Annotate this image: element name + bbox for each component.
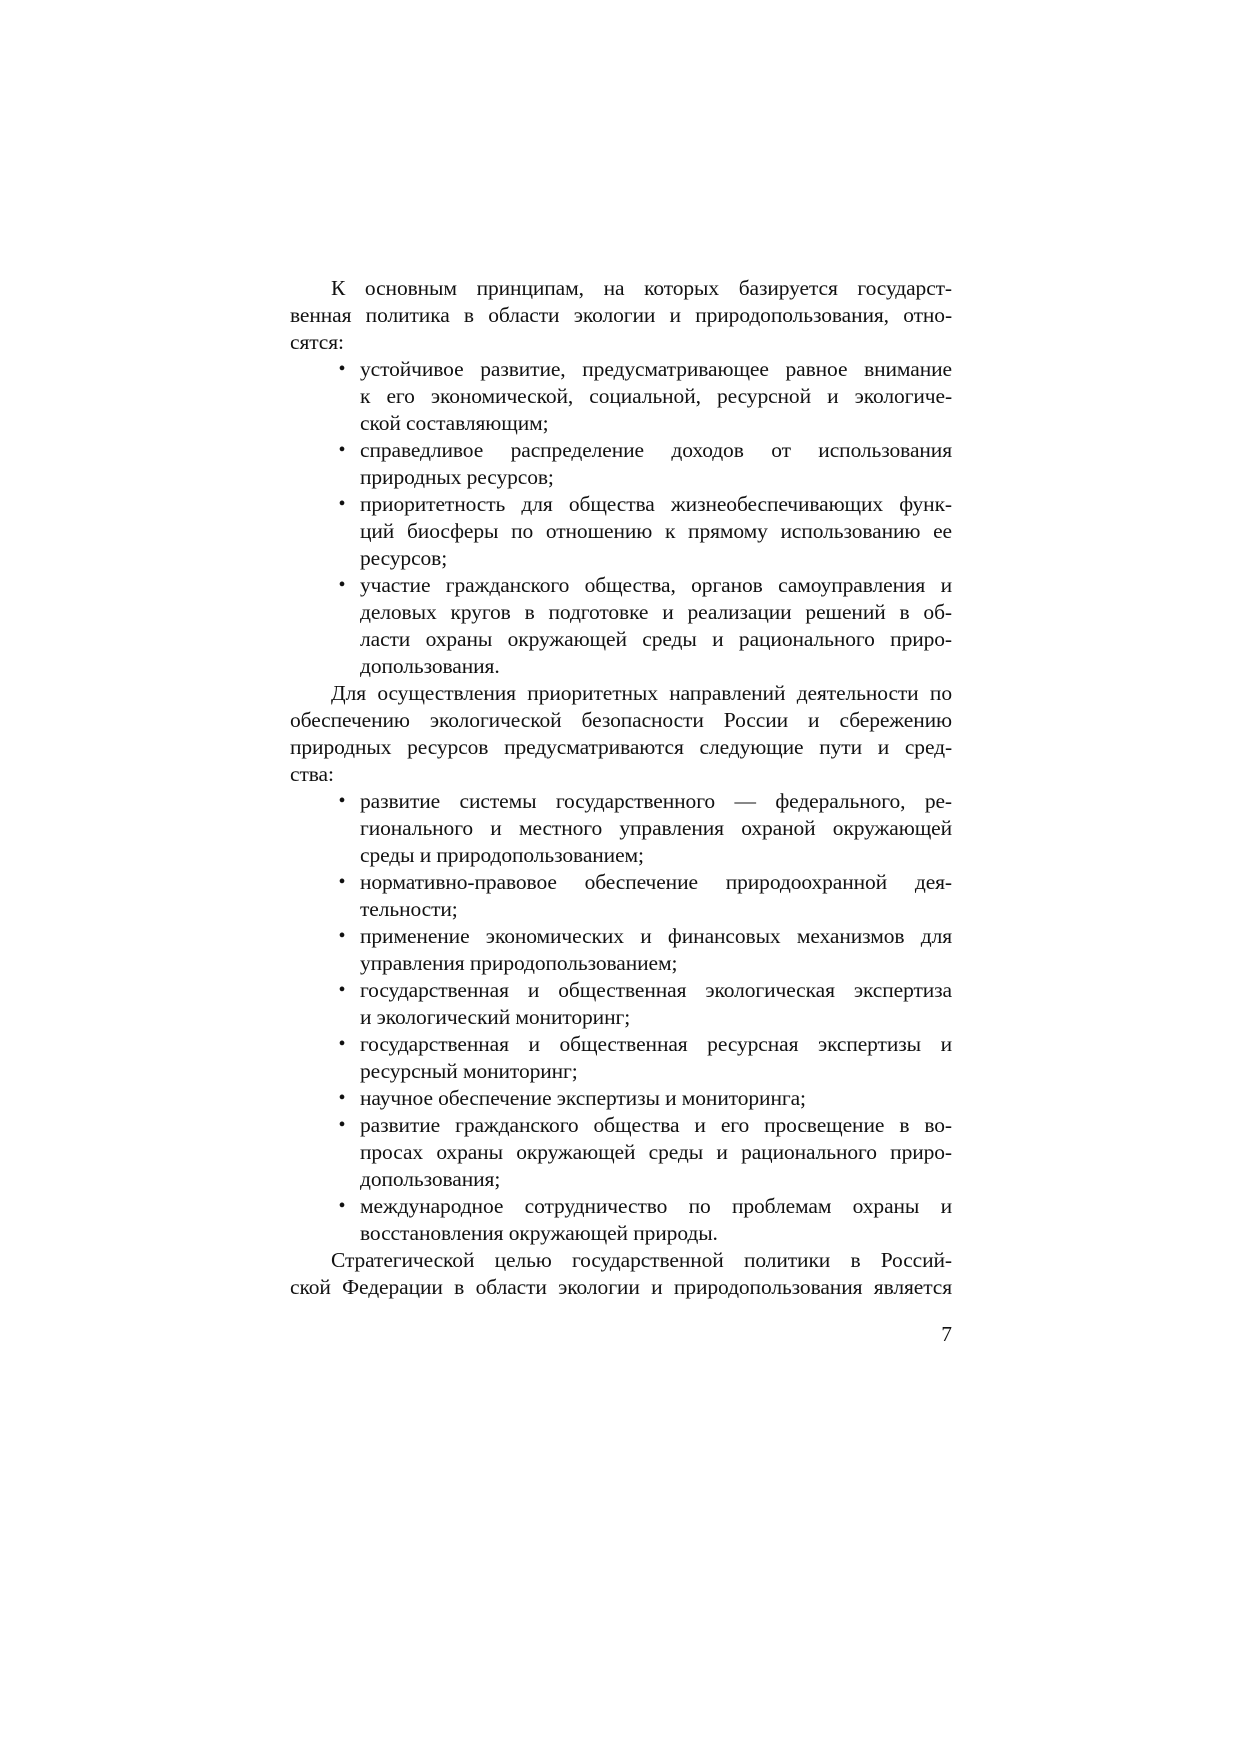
text-line: просах охраны окружающей среды и рационального приро- [360, 1140, 952, 1164]
text-line: участие гражданского общества, органов самоуправления и [360, 573, 952, 597]
list-item [290, 437, 952, 491]
text-line: ласти охраны окружающей среды и рационального приро- [360, 627, 952, 651]
bullet-icon: • [338, 979, 346, 1001]
bullet-icon: • [338, 1033, 346, 1055]
page-text [290, 275, 952, 1301]
text-line: венная политика в области экологии и природопользования, отно- [290, 303, 952, 327]
page-number: 7 [941, 1322, 952, 1346]
text-line: управления природопользованием; [360, 951, 678, 975]
text-line: нормативно-правовое обеспечение природоохранной дея- [360, 870, 952, 894]
list-item [290, 1193, 952, 1247]
bullet-icon: • [338, 1087, 346, 1109]
text-line: деловых кругов в подготовке и реализации решений в об- [360, 600, 952, 624]
text-line: среды и природопользованием; [360, 843, 644, 867]
paragraph-measures-intro [290, 680, 952, 788]
list-item [290, 572, 952, 680]
text-line: справедливое распределение доходов от использования [360, 438, 952, 462]
list-item [290, 356, 952, 437]
text-line: допользования. [360, 654, 500, 678]
paragraph-strategic-goal [290, 1247, 952, 1301]
text-line: гионального и местного управления охраной окружающей [360, 816, 952, 840]
text-line: развитие гражданского общества и его просвещение в во- [360, 1113, 952, 1137]
list-item [290, 923, 952, 977]
bullet-icon: • [338, 925, 346, 947]
text-line: обеспечению экологической безопасности России и сбережению [290, 708, 952, 732]
list-item [290, 1112, 952, 1193]
text-line: Для осуществления приоритетных направлений деятельности по [331, 681, 952, 705]
list-item [290, 1085, 952, 1112]
text-line: ской Федерации в области экологии и природопользования является [290, 1275, 952, 1299]
text-line: приоритетность для общества жизнеобеспечивающих функ- [360, 492, 952, 516]
text-line: ресурсов; [360, 546, 448, 570]
bullet-icon: • [338, 493, 346, 515]
text-line: научное обеспечение экспертизы и мониторинга; [360, 1086, 806, 1110]
text-line: природных ресурсов; [360, 465, 554, 489]
text-line: ской составляющим; [360, 411, 549, 435]
principles-list [290, 356, 952, 680]
bullet-icon: • [338, 574, 346, 596]
text-line: Стратегической целью государственной политики в Россий- [331, 1248, 952, 1272]
bullet-icon: • [338, 790, 346, 812]
text-line: К основным принципам, на которых базируется государст- [331, 276, 952, 300]
text-line: допользования; [360, 1167, 501, 1191]
bullet-icon: • [338, 1195, 346, 1217]
bullet-icon: • [338, 439, 346, 461]
bullet-icon: • [338, 1114, 346, 1136]
text-line: применение экономических и финансовых механизмов для [360, 924, 952, 948]
text-line: международное сотрудничество по проблемам охраны и [360, 1194, 952, 1218]
list-item [290, 869, 952, 923]
list-item [290, 788, 952, 869]
text-line: устойчивое развитие, предусматривающее равное внимание [360, 357, 952, 381]
measures-list [290, 788, 952, 1247]
text-line: государственная и общественная экологическая экспертиза [360, 978, 952, 1002]
text-line: восстановления окружающей природы. [360, 1221, 718, 1245]
bullet-icon: • [338, 871, 346, 893]
list-item [290, 491, 952, 572]
text-line: государственная и общественная ресурсная экспертизы и [360, 1032, 952, 1056]
text-line: ресурсный мониторинг; [360, 1059, 578, 1083]
text-line: сятся: [290, 330, 344, 354]
text-line: развитие системы государственного — федерального, ре- [360, 789, 952, 813]
text-line: ций биосферы по отношению к прямому использованию ее [360, 519, 952, 543]
list-item [290, 1031, 952, 1085]
list-item [290, 977, 952, 1031]
text-line: ства: [290, 762, 334, 786]
text-line: к его экономической, социальной, ресурсной и экологиче- [360, 384, 952, 408]
paragraph-principles-intro [290, 275, 952, 356]
text-line: природных ресурсов предусматриваются следующие пути и сред- [290, 735, 952, 759]
text-line: тельности; [360, 897, 458, 921]
bullet-icon: • [338, 358, 346, 380]
text-line: и экологический мониторинг; [360, 1005, 631, 1029]
